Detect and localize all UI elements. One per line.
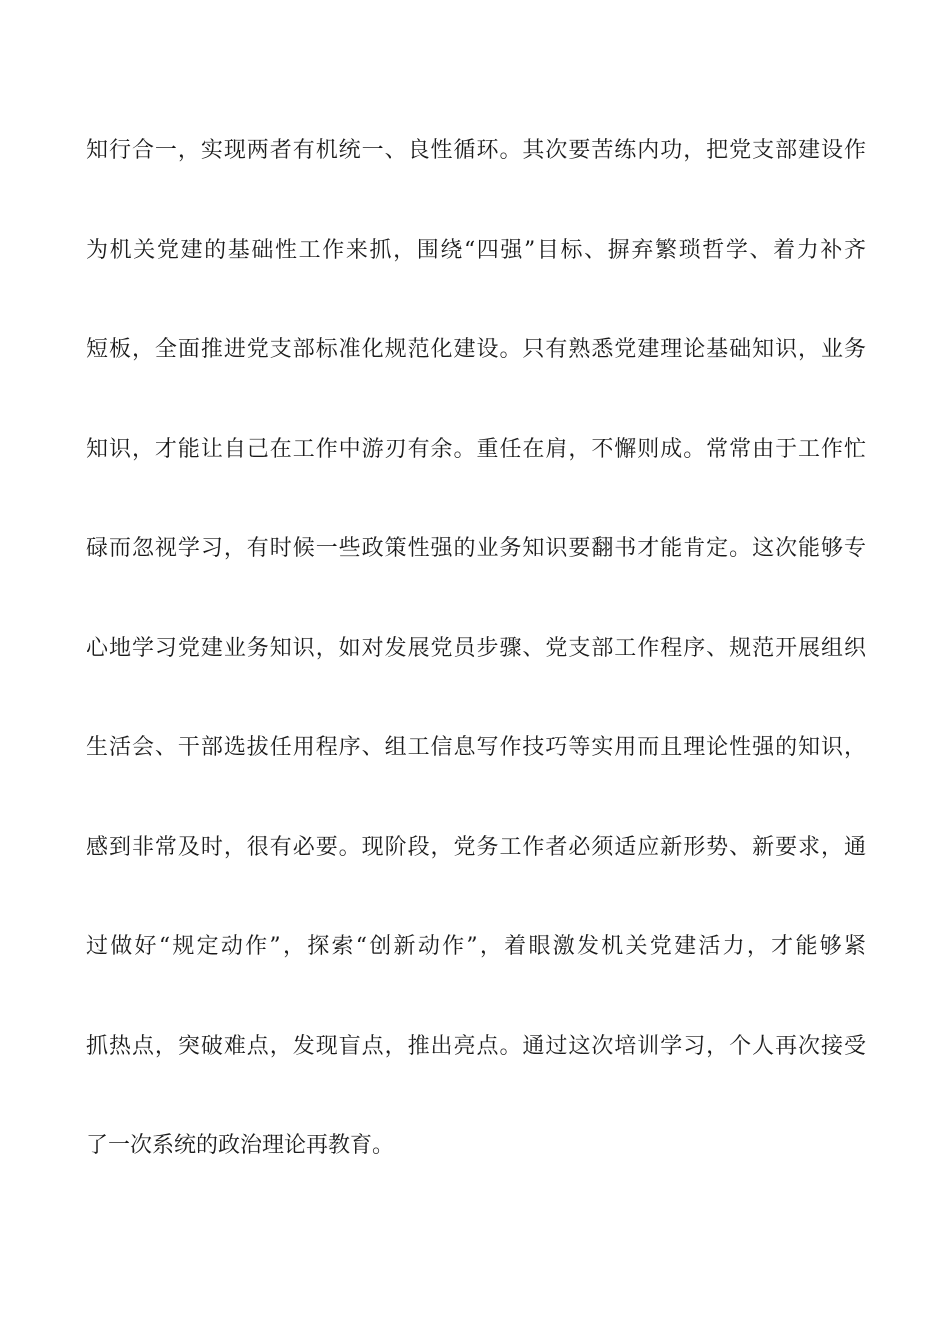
body-paragraph	[86, 128, 866, 1223]
text-line-last: 了一次系统的政治理论再教育。	[86, 1133, 395, 1158]
text-line: 为机关党建的基础性工作来抓，围绕“四强”目标、摒弃繁琐哲学、着力补齐	[86, 237, 866, 263]
text-line: 感到非常及时，很有必要。现阶段，党务工作者必须适应新形势、新要求，通	[86, 834, 866, 860]
text-line: 心地学习党建业务知识，如对发展党员步骤、党支部工作程序、规范开展组织	[86, 635, 866, 661]
text-line: 知识，才能让自己在工作中游刃有余。重任在肩，不懈则成。常常由于工作忙	[86, 436, 866, 462]
text-line: 生活会、干部选拔任用程序、组工信息写作技巧等实用而且理论性强的知识，	[86, 735, 866, 760]
text-line: 碌而忽视学习，有时候一些政策性强的业务知识要翻书才能肯定。这次能够专	[86, 536, 866, 561]
text-line: 短板，全面推进党支部标准化规范化建设。只有熟悉党建理论基础知识，业务	[86, 337, 866, 362]
text-line: 过做好“规定动作”，探索“创新动作”，着眼激发机关党建活力，才能够紧	[86, 934, 866, 959]
text-line: 抓热点，突破难点，发现盲点，推出亮点。通过这次培训学习，个人再次接受	[86, 1033, 866, 1059]
text-line: 知行合一，实现两者有机统一、良性循环。其次要苦练内功，把党支部建设作	[86, 138, 866, 163]
